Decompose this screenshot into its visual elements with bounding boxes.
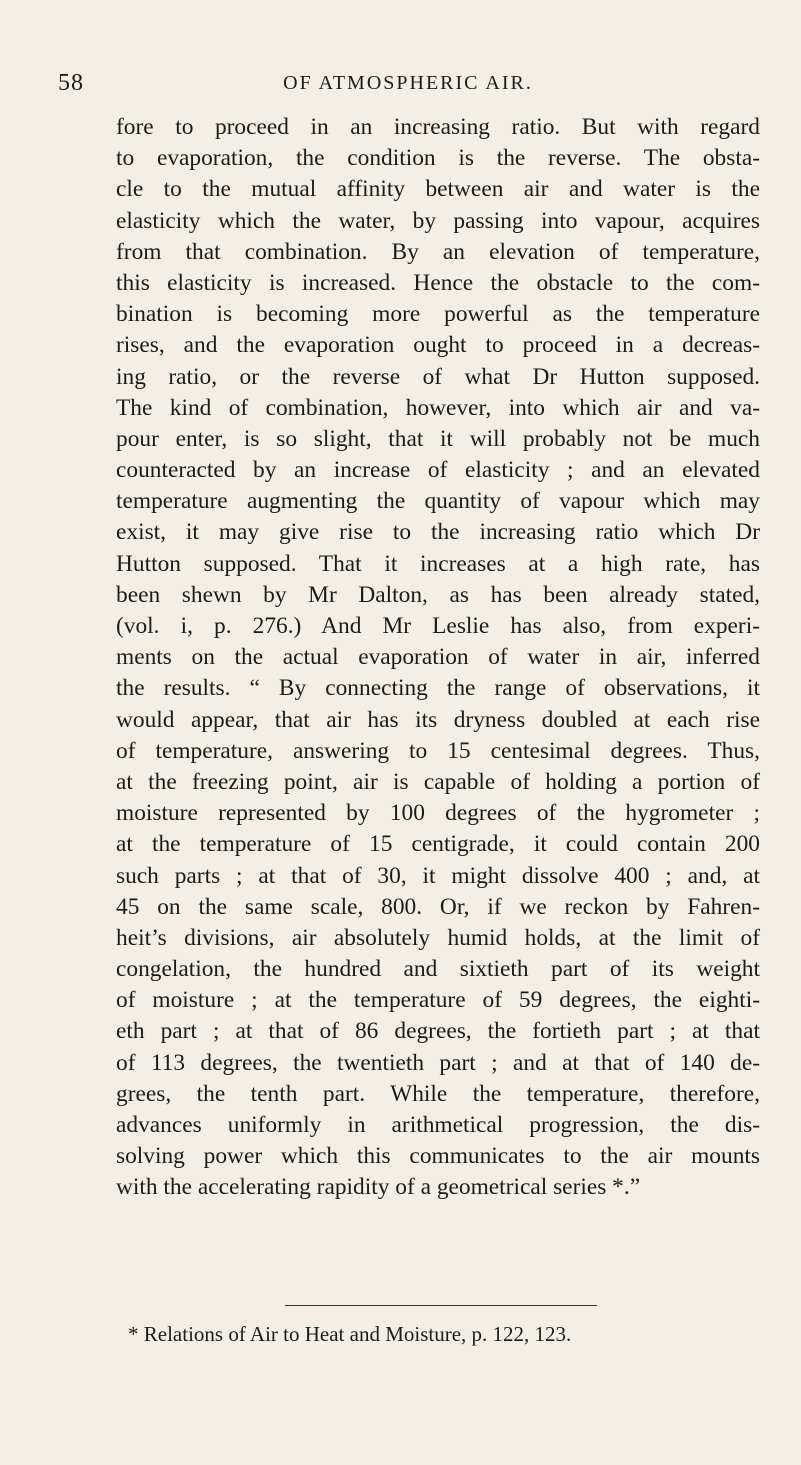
text-line: solving power which this communicates to the air mounts <box>116 1143 760 1170</box>
text-line: bination is becoming more powerful as the temperature <box>116 301 760 328</box>
footnote: * Relations of Air to Heat and Moisture, p. 122, 123. <box>128 1322 572 1346</box>
text-line: ments on the actual evaporation of water in air, inferred <box>116 644 760 671</box>
text-line: grees, the tenth part. While the temperature, therefore, <box>116 1080 760 1107</box>
text-line: moisture represented by 100 degrees of the hygrometer ; <box>116 800 760 827</box>
text-line: the results. “ By connecting the range of observations, it <box>116 675 760 702</box>
text-line: of 113 degrees, the twentieth part ; and at that of 140 de- <box>116 1049 760 1076</box>
text-line: temperature augmenting the quantity of vapour which may <box>116 488 760 515</box>
text-line: ing ratio, or the reverse of what Dr Hutton supposed. <box>116 363 760 390</box>
running-head <box>58 70 758 100</box>
footnote-divider <box>285 1305 597 1306</box>
text-line: such parts ; at that of 30, it might dissolve 400 ; and, at <box>116 862 760 889</box>
text-line: 45 on the same scale, 800. Or, if we reckon by Fahren- <box>116 893 760 920</box>
text-line: this elasticity is increased. Hence the obstacle to the com- <box>116 269 760 296</box>
body-text <box>116 112 760 1204</box>
page-number: 58 <box>58 70 84 96</box>
text-line: been shewn by Mr Dalton, as has been already stated, <box>116 581 760 608</box>
text-line: heit’s divisions, air absolutely humid holds, at the limit of <box>116 924 760 951</box>
text-line: Hutton supposed. That it increases at a high rate, has <box>116 550 760 577</box>
running-title: OF ATMOSPHERIC AIR. <box>283 72 533 94</box>
text-line: rises, and the evaporation ought to proceed in a decreas- <box>116 332 760 359</box>
text-line: to evaporation, the condition is the reverse. The obsta- <box>116 145 760 172</box>
text-line: elasticity which the water, by passing into vapour, acquires <box>116 207 760 234</box>
text-line: exist, it may give rise to the increasing ratio which Dr <box>116 519 760 546</box>
text-line: at the temperature of 15 centigrade, it could contain 200 <box>116 831 760 858</box>
text-line: at the freezing point, air is capable of holding a portion of <box>116 768 760 795</box>
text-line: of moisture ; at the temperature of 59 degrees, the eighti- <box>116 987 760 1014</box>
text-line: of temperature, answering to 15 centesimal degrees. Thus, <box>116 737 760 764</box>
text-line: with the accelerating rapidity of a geometrical series *.” <box>116 1174 641 1201</box>
text-line: would appear, that air has its dryness doubled at each rise <box>116 706 760 733</box>
text-line: The kind of combination, however, into which air and va- <box>116 394 760 421</box>
text-line: counteracted by an increase of elasticity ; and an elevated <box>116 457 760 484</box>
text-line: fore to proceed in an increasing ratio. But with regard <box>116 114 760 140</box>
text-line: advances uniformly in arithmetical progression, the dis- <box>116 1112 760 1138</box>
text-line: from that combination. By an elevation of temperature, <box>116 238 760 265</box>
text-line: pour enter, is so slight, that it will probably not be much <box>116 425 760 452</box>
text-line: cle to the mutual affinity between air and water is the <box>116 176 760 203</box>
text-line: eth part ; at that of 86 degrees, the fortieth part ; at that <box>116 1018 760 1045</box>
text-line: (vol. i, p. 276.) And Mr Leslie has also, from experi- <box>116 613 760 639</box>
text-line: congelation, the hundred and sixtieth part of its weight <box>116 956 760 983</box>
